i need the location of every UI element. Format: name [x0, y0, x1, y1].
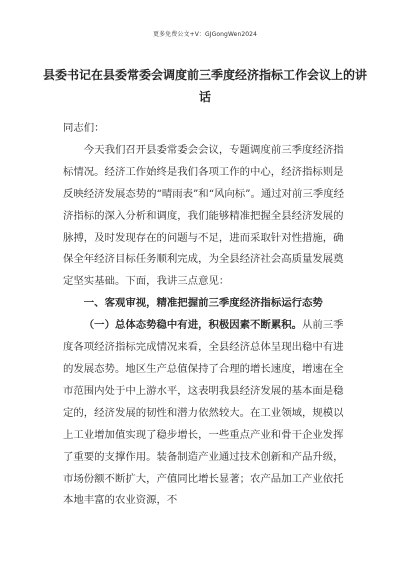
- document-body: [63, 118, 349, 512]
- paragraph-overall-trend-text: 从前三季度各项经济指标完成情况来看，全县经济总体呈现出稳中有进的发展态势。地区生产总值保持了合理的增长速度，增速在全市范围内处于中上游水平，这表明我县经济发展的基本面是稳定的，经济发展的韧性和潜力依然较大。在工业领域，规模以上工业增加值实现了稳步增长，一些重点产业和骨干企业发挥了重要的支撑作用。装备制造产业通过技术创新和产品升级，市场份额不断扩大，产值同比增长显著；农产品加工产业依托本地丰富的农业资源，不: [63, 319, 344, 507]
- header-note: 更多免费公文+V：GJGongWen2024: [152, 31, 258, 38]
- paragraph-overall-trend: [63, 315, 349, 512]
- paragraph-intro: 今天我们召开县委常委会会议，专题调度前三季度经济指标情况。经济工作始终是我们各项工作的中心，经济指标则是反映经济发展态势的“晴雨表”和“风向标”。通过对前三季度经济指标的深入分析和调度，我们能够精准把握全县经济发展的脉搏，及时发现存在的问题与不足，进而采取针对性措施，确保全年经济目标任务顺利完成，为全县经济社会高质量发展奠定坚实基础。下面，我讲三点意见：: [63, 143, 345, 288]
- section-heading-1: 一、客观审视，精准把握前三季度经济指标运行态势: [83, 297, 323, 310]
- salutation: 同志们：: [63, 122, 105, 134]
- document-title: 县委书记在县委常委会调度前三季度经济指标工作会议上的讲话: [42, 68, 367, 104]
- subsection-heading-1: （一）总体态势稳中有进，积极因素不断累积。: [83, 319, 302, 332]
